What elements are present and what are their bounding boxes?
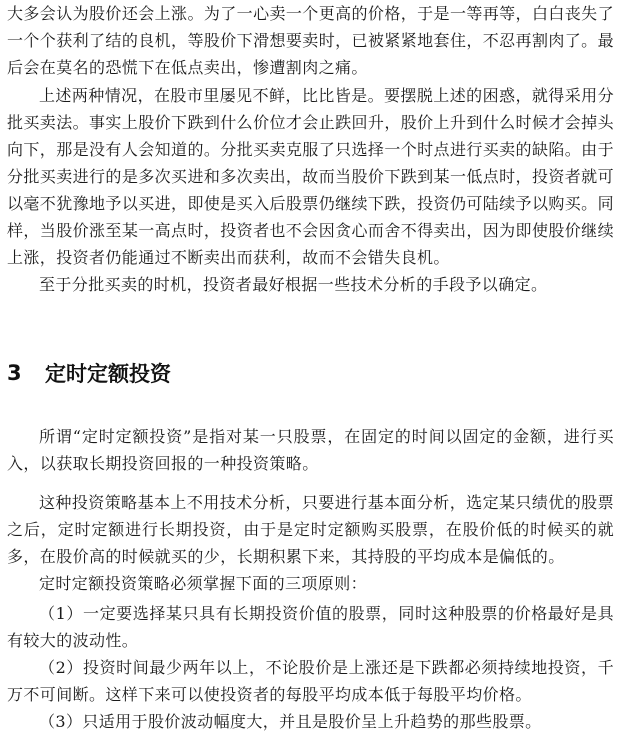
paragraph-block <box>7 423 614 477</box>
paragraph-block <box>7 570 614 597</box>
body-paragraph: 这种投资策略基本上不用技术分析，只要进行基本面分析，选定某只绩优的股票之后，定时定额进行长期投资，由于是定时定额购买股票，在股价低的时候买的就多，在股价高的时候就买的少，长期积累下来，其持股的平均成本是偏低的。 <box>7 493 614 566</box>
body-paragraph: 大多会认为股价还会上涨。为了一心卖一个更高的价格，于是一等再等，白白丧失了一个个获利了结的良机，等股价下滑想要卖时，已被紧紧地套住，不忍再割肉了。最后会在莫名的恐慌下在低点卖出，惨遭割肉之痛。 <box>7 4 614 77</box>
body-paragraph: 所谓“定时定额投资”是指对某一只股票，在固定的时间以固定的金额，进行买入，以获取长期投资回报的一种投资策略。 <box>7 427 614 473</box>
list-item-text: （2）投资时间最少两年以上，不论股价是上涨还是下跌都必须持续地投资，千万不可间断。这样下来可以使投资者的每股平均成本低于每股平均价格。 <box>7 658 614 704</box>
paragraph-block <box>7 271 614 298</box>
section-heading <box>7 358 171 388</box>
list-item-text: （1）一定要选择某只具有长期投资价值的股票，同时这种股票的价格最好是具有较大的波动性。 <box>7 604 614 650</box>
body-paragraph: 上述两种情况，在股市里屡见不鲜，比比皆是。要摆脱上述的困惑，就得采用分批买卖法。事实上股价下跌到什么价位才会止跌回升，股价上升到什么时候才会掉头向下，那是没有人会知道的。分批买卖克服了只选择一个时点进行买卖的缺陷。由于分批买卖进行的是多次买进和多次卖出，故而当股价下跌到某一低点时，投资者就可以毫不犹豫地予以买进，即使是买入后股票仍继续下跌，投资仍可陆续予以购买。同样，当股价涨至某一高点时，投资者也不会因贪心而舍不得卖出，因为即使股价继续上涨，投资者仍能通过不断卖出而获利，故而不会错失良机。 <box>7 86 614 267</box>
paragraph-block <box>7 489 614 570</box>
section-title: 定时定额投资 <box>45 362 171 386</box>
body-paragraph: 至于分批买卖的时机，投资者最好根据一些技术分析的手段予以确定。 <box>39 275 548 294</box>
paragraph-continued <box>7 0 614 81</box>
paragraph-block <box>7 82 614 271</box>
list-item <box>7 708 614 735</box>
section-number: 3 <box>7 361 22 385</box>
body-paragraph: 定时定额投资策略必须掌握下面的三项原则： <box>39 574 368 593</box>
list-item-text: （3）只适用于股价波动幅度大，并且是股价呈上升趋势的那些股票。 <box>39 712 542 731</box>
list-item <box>7 600 614 654</box>
list-item <box>7 654 614 708</box>
